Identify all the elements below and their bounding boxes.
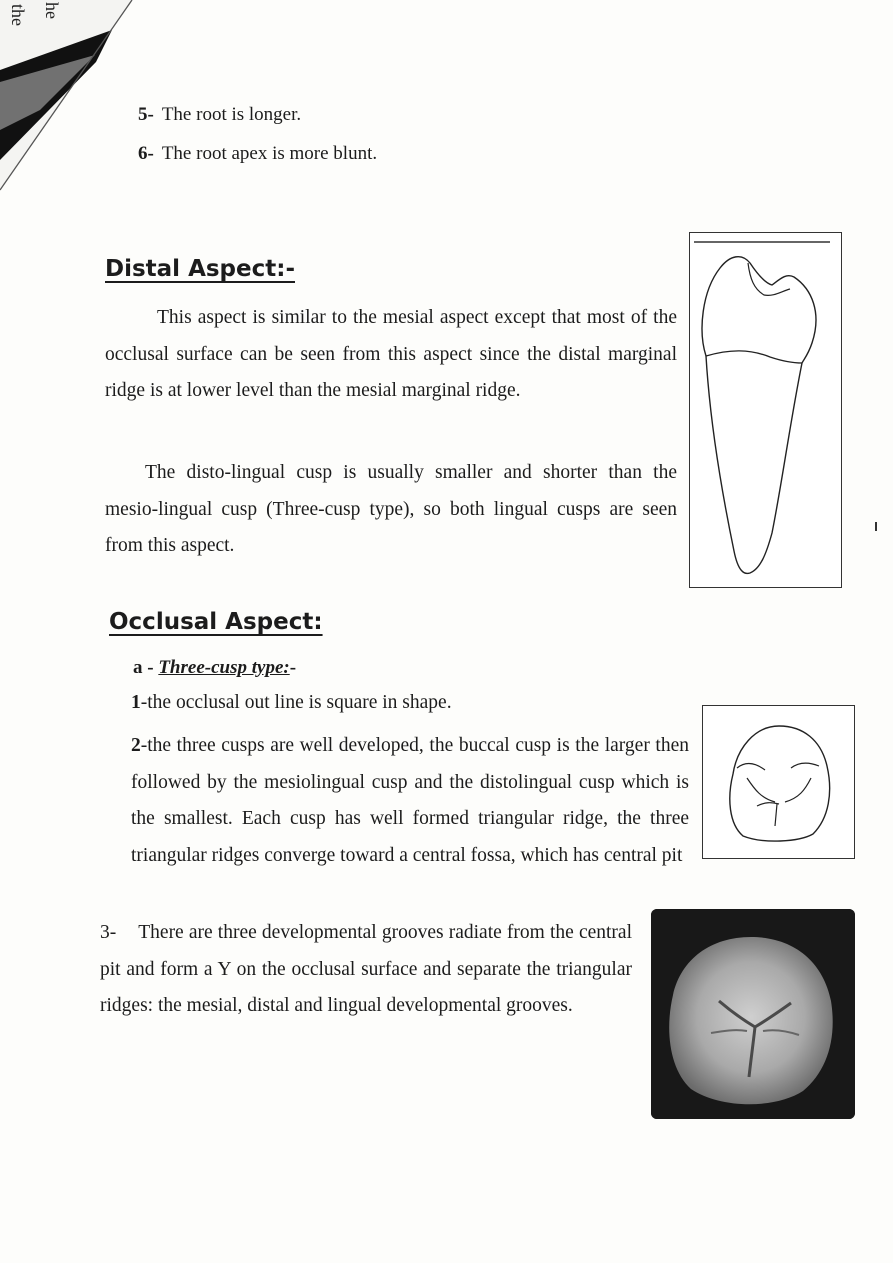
- distal-paragraph-2: [105, 455, 677, 565]
- occlusal-item-2: [131, 728, 689, 874]
- distal-tooth-figure: [689, 232, 842, 588]
- distal-paragraph-1: [105, 300, 677, 410]
- occlusal-heading: Occlusal Aspect:: [109, 609, 323, 635]
- corner-fragment-1: he: [42, 2, 62, 19]
- tooth-photo-image: [651, 909, 855, 1119]
- root-list-item-5: [138, 104, 301, 126]
- occlusal-item-3-para: [100, 915, 632, 1025]
- tooth-occlusal-outline: [703, 706, 854, 858]
- occlusal-outline-figure: [702, 705, 855, 859]
- item-text: -the occlusal out line is square in shape.: [140, 692, 452, 713]
- corner-fragment-2: the: [8, 4, 28, 26]
- list-text: The root is longer.: [161, 104, 302, 125]
- item-number: 2: [131, 735, 141, 756]
- tooth-distal-outline: [690, 233, 841, 587]
- occlusal-item-2-para: [131, 728, 689, 874]
- three-cusp-subheading: [133, 657, 296, 679]
- sub-prefix: a -: [133, 657, 154, 678]
- sub-suffix: -: [289, 657, 297, 678]
- page-corner-shadow: [0, 0, 140, 200]
- list-number: 6-: [138, 143, 154, 164]
- occlusal-photograph: [651, 909, 855, 1119]
- root-list-item-6: [138, 143, 377, 165]
- sub-title: Three-cusp type:: [158, 657, 290, 678]
- distal-text-2: The disto-lingual cusp is usually smaller and shorter than the mesio-lingual cusp (Three-cusp type), so both lingual cusps are seen from this aspect.: [105, 462, 677, 556]
- distal-text-1: This aspect is similar to the mesial aspect except that most of the occlusal surface can be seen from this aspect since the distal marginal ridge is at lower level than the mesial marginal ridge.: [105, 307, 677, 401]
- stray-mark: [875, 522, 877, 531]
- item-number: 3-: [100, 922, 117, 943]
- list-text: The root apex is more blunt.: [161, 143, 378, 164]
- occlusal-item-1: [131, 692, 691, 714]
- distal-heading: Distal Aspect:-: [105, 256, 295, 282]
- item-text: There are three developmental grooves radiate from the central pit and form a Y on the occlusal surface and separate the triangular ridges: the mesial, distal and lingual developmental grooves.: [100, 922, 632, 1016]
- item-text: -the three cusps are well developed, the buccal cusp is the larger then followed by the mesiolingual cusp and the distolingual cusp which is the smallest. Each cusp has well formed triangular ridge, the three triangular ridges converge toward a central fossa, which has central pit: [131, 735, 689, 866]
- occlusal-item-3: [100, 915, 632, 1025]
- item-number: 1: [131, 692, 141, 713]
- list-number: 5-: [138, 104, 154, 125]
